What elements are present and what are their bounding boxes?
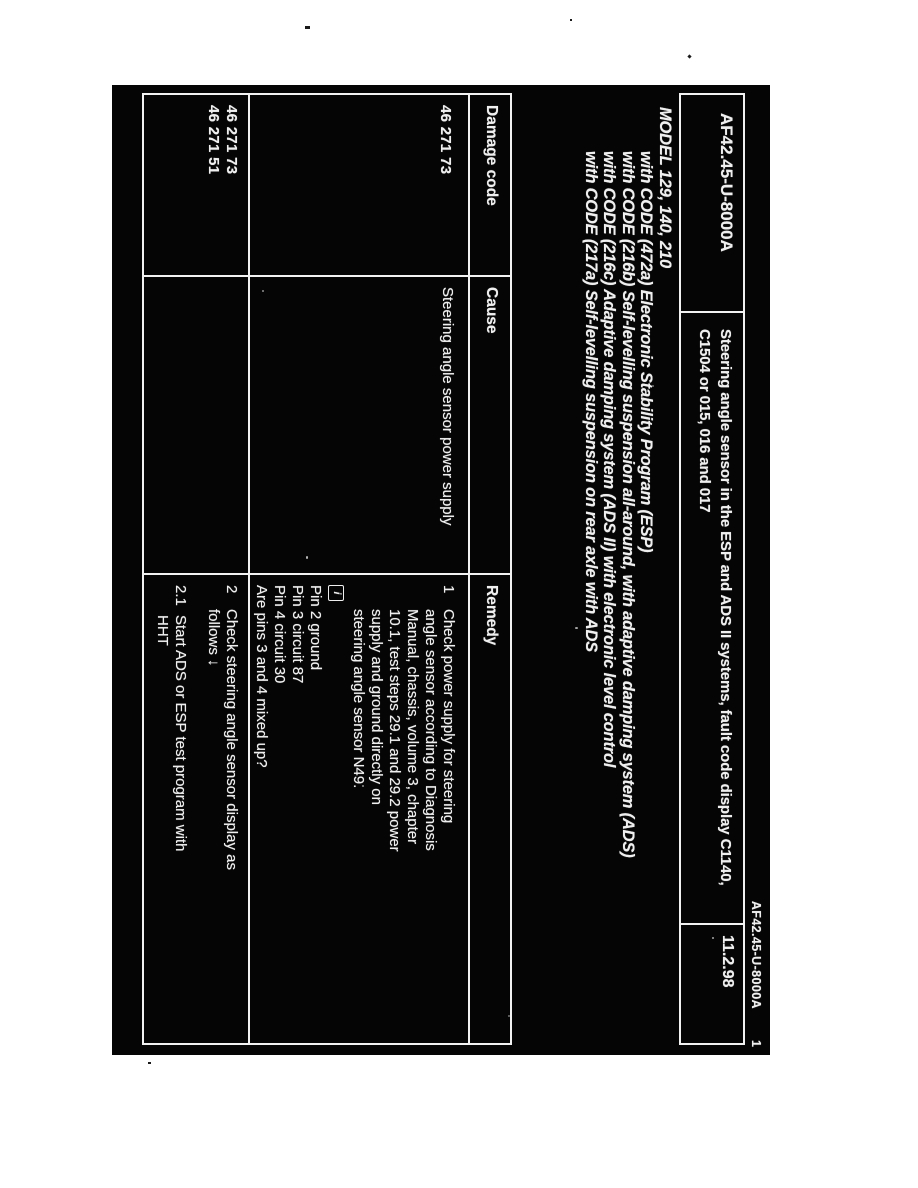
col-header-remedy: Remedy — [468, 575, 510, 1043]
col-header-damage-code: Damage code — [468, 95, 510, 277]
step-line: HHT — [154, 615, 171, 646]
step-line: Manual, chassis, volume 3, chapter — [404, 609, 421, 845]
info-line: Are pins 3 and 4 mixed up? — [253, 585, 270, 768]
header-title — [681, 313, 743, 925]
damage-table — [142, 93, 512, 1045]
step-line: Check steering angle sensor display as — [223, 609, 240, 870]
header-date: 11.2.98 — [719, 935, 736, 988]
header-title-line-2: C1504 or 015, 016 and 017 — [696, 329, 713, 513]
step-line: supply and ground directly on — [368, 609, 385, 805]
step-line: Check power supply for steering — [440, 609, 457, 824]
table-row-1-cause — [248, 277, 468, 575]
code-line: with CODE (217a) Self-levelling suspension on rear axle with ADS — [582, 151, 600, 652]
model-line: MODEL 129, 140, 210 — [656, 107, 674, 268]
info-icon: i — [328, 585, 344, 601]
step-number: 2.1 — [172, 585, 189, 606]
page-speck — [305, 26, 310, 29]
pin-info-block — [252, 585, 324, 1035]
step-number: 2 — [223, 585, 240, 594]
code-line: with CODE (216c) Adaptive damping system (ADS II) with electronic level control — [600, 151, 619, 768]
document-header — [679, 93, 745, 1045]
info-line: Pin 4 circuit 30 — [271, 585, 288, 684]
step-line: Start ADS or ESP test program with — [172, 615, 189, 852]
table-row-2-damage-code — [144, 95, 248, 277]
damage-code-value: 46 271 73 — [223, 105, 240, 175]
step-line: angle sensor according to Diagnosis — [422, 609, 439, 851]
step-line: 10.1, test steps 29.1 and 29.2 power — [386, 609, 403, 852]
page-speck — [570, 19, 572, 21]
info-line: Pin 2 ground — [307, 585, 324, 671]
damage-code-value: 46 271 73 — [437, 105, 454, 175]
header-doc-number: AF42.45-U-8000A — [681, 95, 743, 313]
header-title-line-1: Steering angle sensor in the ESP and ADS II systems, fault code display C1140, — [717, 329, 734, 886]
remedy-step-1 — [349, 585, 457, 1035]
step-line: steering angle sensor N49. — [350, 609, 367, 789]
code-line: with CODE (216b) Self-levelling suspension all-around, with adaptive damping system (ADS) — [619, 151, 637, 858]
model-block — [582, 107, 675, 857]
table-row-1-remedy — [248, 575, 468, 1043]
margin-doc-number: AF42.45-U-8000A — [749, 900, 763, 1009]
table-row-2-remedy — [144, 575, 248, 1043]
page-speck — [148, 1062, 151, 1064]
scanned-document — [112, 85, 770, 1055]
col-header-cause: Cause — [468, 277, 510, 575]
info-line: Pin 3 circuit 87 — [289, 585, 306, 684]
readable-content — [112, 85, 770, 1055]
table-row-2-cause — [144, 277, 248, 575]
step-line: follows ↓ — [205, 609, 222, 667]
damage-code-value: 46 271 51 — [205, 105, 222, 175]
table-row-1-damage-code — [248, 95, 468, 277]
code-line: with CODE (472a) Electronic Stability Program (ESP) — [637, 151, 656, 553]
page-speck — [687, 54, 691, 58]
cause-value: Steering angle sensor power supply — [439, 287, 456, 526]
remedy-step-2 — [204, 585, 240, 1035]
step-number: 1 — [440, 585, 457, 594]
remedy-step-2-1 — [153, 585, 189, 1035]
margin-page-number: 1 — [749, 1040, 763, 1047]
